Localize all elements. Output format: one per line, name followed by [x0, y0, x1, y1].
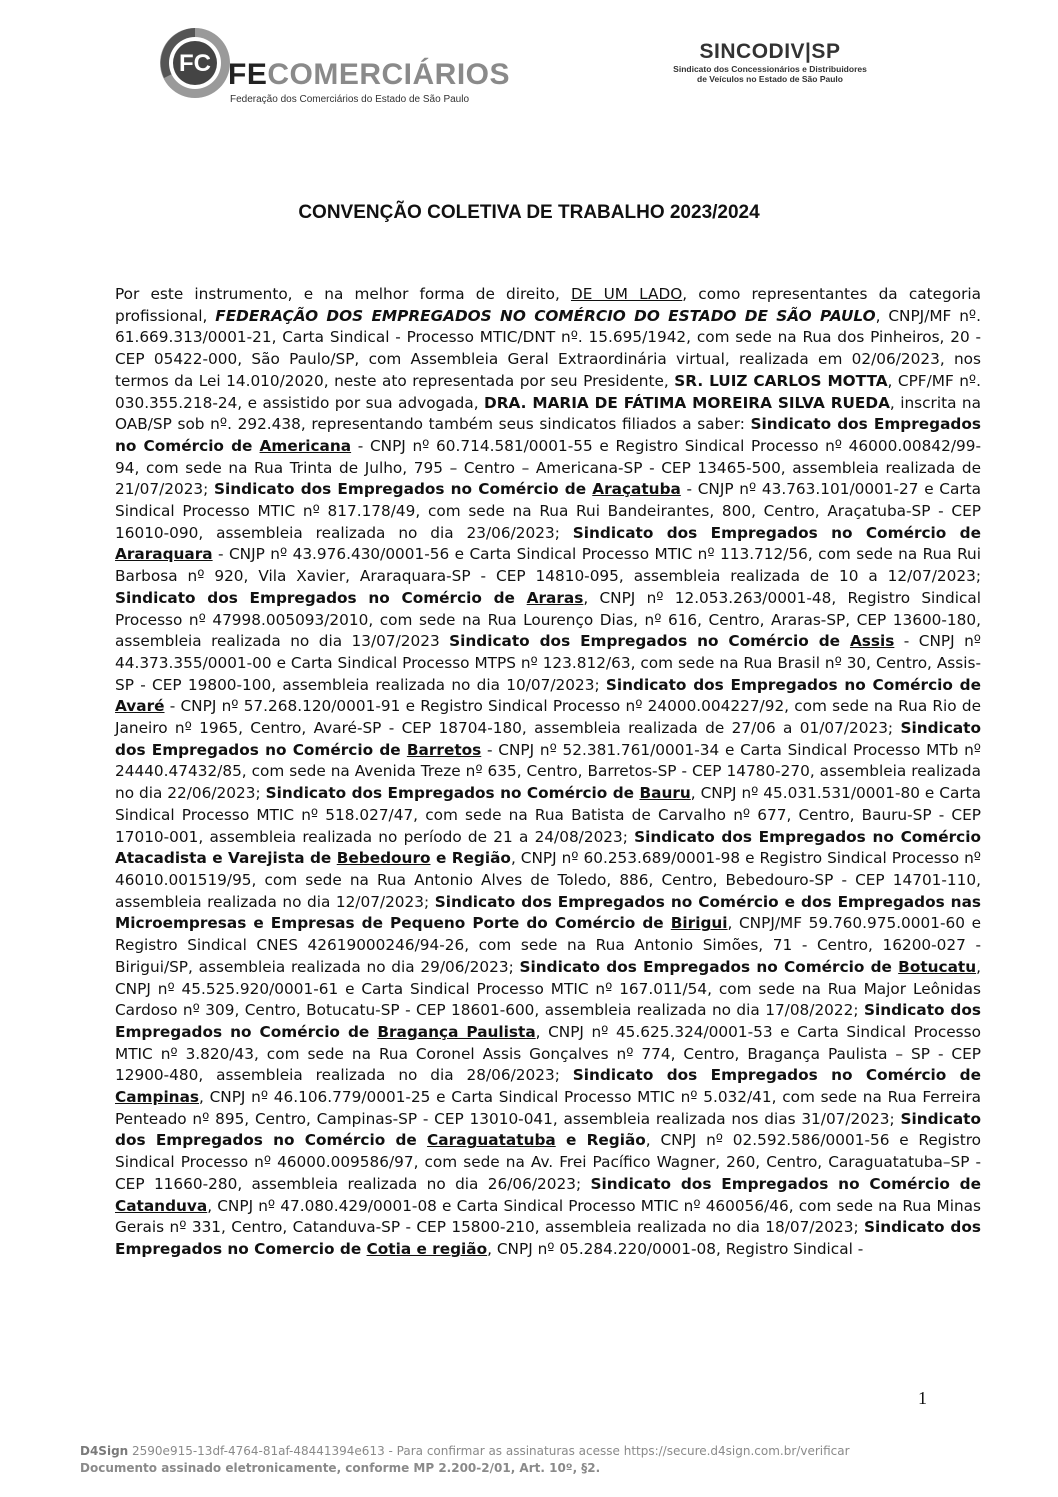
- body-segment: Bebedouro: [336, 849, 431, 868]
- body-segment: - CNJP nº 43.976.430/0001-56 e Carta Sindical Processo MTIC nº 113.712/56, com sede na Rua Rui Barbosa nº 920, Vila Xavier, Araraquara-SP - CEP 14810-095, assembleia realizada de 10 a 12/07/2023;: [115, 545, 981, 586]
- signature-footer: [80, 1443, 850, 1477]
- body-segment: , CNPJ nº 12.053.263/0001-48, Registro Sindical Processo nº 47998.005093/2010, com sede na Rua Lourenço Dias, nº 616, Centro, Araras-SP, CEP 13600-180, assembleia realizada no dia 13/07/2023: [115, 588, 981, 651]
- footer-brand: D4Sign: [80, 1444, 129, 1458]
- body-segment: Assis: [849, 632, 895, 651]
- body-segment: , CNPJ nº 45.031.531/0001-80 e Carta Sindical Processo MTIC nº 518.027/47, com sede na Rua Batista de Carvalho nº 677, Centro, Bauru-SP - CEP 17010-001, assembleia realizada no período de 21 a 24/08/2023;: [115, 784, 981, 846]
- fecomerciarios-wordmark: [228, 58, 510, 92]
- body-segment: Sindicato dos Empregados no Comércio de: [265, 784, 640, 803]
- document-body: [115, 284, 981, 1261]
- body-segment: Araçatuba: [592, 480, 681, 499]
- body-segment: Sindicato dos Empregados no Comércio de: [115, 1109, 981, 1150]
- body-segment: FEDERAÇÃO DOS EMPREGADOS NO COMÉRCIO DO ESTADO DE SÃO PAULO: [215, 306, 876, 325]
- body-segment: Barretos: [406, 740, 482, 759]
- body-segment: Sindicato dos Empregados no Comércio de: [572, 523, 982, 542]
- sincodiv-logo: [645, 40, 895, 100]
- fecomerciarios-subtitle: Federação dos Comerciários do Estado de São Paulo: [230, 94, 470, 105]
- wordmark-comerciarios: COMERCIÁRIOS: [267, 58, 511, 91]
- body-segment: - CNPJ nº 52.381.761/0001-34 e Carta Sindical Processo MTb nº 24440.47432/85, com sede na Avenida Treze nº 635, Centro, Barretos-SP - CEP 14780-270, assembleia realizada no dia 22/06/2023;: [115, 740, 982, 803]
- wordmark-fe: FE: [228, 58, 268, 91]
- document-title: CONVENÇÃO COLETIVA DE TRABALHO 2023/2024: [298, 202, 760, 223]
- body-segment: - CNPJ nº 57.268.120/0001-91 e Registro Sindical Processo nº 24000.004227/92, com sede na Rua Rio de Janeiro nº 1965, Centro, Avaré-SP - CEP 18704-180, assembleia realizada de 27/06 a 01/07/2023;: [115, 697, 981, 738]
- body-segment: , como representantes da categoria profissional,: [115, 285, 982, 325]
- body-segment: , CPF/MF nº. 030.355.218-24, e assistido por sua advogada,: [115, 371, 981, 412]
- body-segment: Bragança Paulista: [377, 1022, 536, 1041]
- body-segment: Sindicato dos Empregados no Comércio de: [590, 1174, 981, 1193]
- body-segment: Sindicato dos Empregados no Comércio de: [605, 675, 981, 694]
- body-segment: SR. LUIZ CARLOS MOTTA: [674, 371, 888, 390]
- footer-line-1: [80, 1443, 850, 1460]
- body-segment: Sindicato dos Empregados no Comércio de: [115, 415, 981, 455]
- body-segment: DE UM LADO: [570, 285, 683, 303]
- body-segment: Avaré: [115, 697, 165, 716]
- sincodiv-subtitle-1: Sindicato dos Concessionários e Distribuidores: [673, 64, 867, 74]
- body-segment: Sindicato dos Empregados no Comércio de: [449, 632, 850, 651]
- body-segment: Sindicato dos Empregados no Comércio e dos Empregados nas Microempresas e Empresas de Pequeno Porte do Comércio de: [115, 892, 981, 933]
- body-segment: , CNPJ nº 02.592.586/0001-56 e Registro Sindical Processo nº 46000.009586/97, com sede na Av. Frei Pacífico Wagner, 260, Centro, Caraguatatuba–SP - CEP 11660-280, assembleia realizada no dia 26/06/2023;: [115, 1131, 982, 1193]
- sincodiv-subtitle-2: de Veículos no Estado de São Paulo: [697, 74, 843, 84]
- body-segment: Campinas: [115, 1088, 199, 1107]
- body-segment: Sindicato dos Empregados no Comércio de: [519, 957, 899, 976]
- body-segment: Araras: [526, 588, 584, 607]
- body-segment: , inscrita na OAB/SP sob nº. 292.438, representando também seus sindicatos filiados a saber:: [115, 393, 981, 434]
- body-segment: - CNJP nº 43.763.101/0001-27 e Carta Sindical Processo MTIC nº 817.178/49, com sede na Rua Rui Bandeirantes, 800, Centro, Araçatuba-SP - CEP 16010-090, assembleia realizada no dia 23/06/2023;: [115, 480, 982, 542]
- body-segment: , CNPJ/MF 59.760.975.0001-60 e Registro Sindical CNES 42619000246/94-26, com sede na Rua Antonio Simões, 71 - Centro, 16200-027 - Birigui/SP, assembleia realizada no dia 29/06/2023;: [115, 914, 981, 976]
- body-segment: Sindicato dos Empregados no Comércio de: [115, 1001, 981, 1041]
- body-segment: Sindicato dos Empregados no Comércio de: [115, 719, 981, 759]
- body-segment: Botucatu: [898, 957, 977, 976]
- footer-verification: 2590e915-13df-4764-81af-48441394e613 - Para confirmar as assinaturas acesse https://secure.d4sign.com.br/verificar: [128, 1444, 850, 1458]
- body-segment: Caraguatatuba: [427, 1131, 556, 1150]
- body-segment: Americana: [259, 436, 352, 455]
- body-segment: Sindicato dos Empregados no Comércio de: [214, 480, 593, 499]
- body-segment: e Região: [430, 849, 511, 868]
- body-segment: Sindicato dos Empregados no Comercio de: [115, 1218, 981, 1258]
- body-segment: e Região: [555, 1131, 646, 1150]
- body-segment: Cotia e região: [366, 1239, 488, 1258]
- body-segment: Araraquara: [115, 545, 213, 564]
- fc-emblem-icon: [158, 26, 232, 100]
- body-segment: , CNPJ nº 46.106.779/0001-25 e Carta Sindical Processo MTIC nº 5.032/41, com sede na Rua Ferreira Penteado nº 895, Centro, Campinas-SP - CEP 13010-041, assembleia realizada nos dias 31/07/2023;: [115, 1088, 981, 1128]
- body-segment: Sindicato dos Empregados no Comércio de: [572, 1066, 982, 1085]
- body-segment: , CNPJ nº 05.284.220/0001-08, Registro Sindical -: [487, 1239, 864, 1258]
- body-segment: Por este instrumento, e na melhor forma de direito,: [115, 285, 571, 303]
- body-segment: Sindicato dos Empregados no Comércio Atacadista e Varejista de: [115, 827, 981, 868]
- body-segment: Sindicato dos Empregados no Comércio de: [115, 588, 527, 607]
- fc-emblem-letters: FC: [179, 50, 211, 77]
- body-segment: Catanduva: [115, 1196, 208, 1215]
- body-segment: Birigui: [670, 914, 728, 933]
- fecomerciarios-logo: [158, 26, 511, 106]
- body-segment: , CNPJ nº 47.080.429/0001-08 e Carta Sindical Processo MTIC nº 460056/46, com sede na Rua Minas Gerais nº 331, Centro, Catanduva-SP - CEP 15800-210, assembleia realizada no dia 18/07/2023;: [115, 1196, 981, 1237]
- body-segment: , CNPJ/MF nº. 61.669.313/0001-21, Carta Sindical - Processo MTIC/DNT nº. 15.695/1942, com sede na Rua dos Pinheiros, 20 - CEP 05422-000, São Paulo/SP, com Assembleia Geral Extraordinária virtual, realizada em 02/06/2023, nos termos da Lei 14.010/2020, neste ato representada por seu Presidente,: [115, 306, 981, 390]
- body-segment: , CNPJ nº 45.525.920/0001-61 e Carta Sindical Processo MTIC nº 167.011/54, com sede na Rua Major Leônidas Cardoso nº 309, Centro, Botucatu-SP - CEP 18601-600, assembleia realizada no dia 17/08/2022;: [115, 957, 981, 1020]
- body-segment: Bauru: [639, 784, 691, 803]
- body-segment: - CNPJ nº 60.714.581/0001-55 e Registro Sindical Processo nº 46000.00842/99-94, com sede na Rua Trinta de Julho, 795 – Centro – Americana-SP - CEP 13465-500, assembleia realizada de 21/07/2023;: [115, 436, 981, 499]
- footer-line-2: Documento assinado eletronicamente, conforme MP 2.200-2/01, Art. 10º, §2.: [80, 1461, 601, 1475]
- sincodiv-wordmark: SINCODIV|SP: [699, 40, 841, 63]
- body-segment: DRA. MARIA DE FÁTIMA MOREIRA SILVA RUEDA: [484, 393, 890, 412]
- body-segment: , CNPJ nº 60.253.689/0001-98 e Registro Sindical Processo nº 46010.001519/95, com sede na Rua Antonio Alves de Toledo, 886, Centro, Bebedouro-SP - CEP 14701-110, assembleia realizada no dia 12/07/2023;: [115, 849, 981, 911]
- body-segment: , CNPJ nº 45.625.324/0001-53 e Carta Sindical Processo MTIC nº 3.820/43, com sede na Rua Coronel Assis Gonçalves nº 774, Centro, Bragança Paulista – SP - CEP 12900-480, assembleia realizada no dia 28/06/2023;: [115, 1022, 981, 1085]
- page-number: 1: [918, 1388, 927, 1408]
- body-segment: - CNPJ nº 44.373.355/0001-00 e Carta Sindical Processo MTPS nº 123.812/63, com sede na Rua Brasil nº 30, Centro, Assis-SP - CEP 19800-100, assembleia realizada no dia 10/07/2023;: [115, 632, 981, 694]
